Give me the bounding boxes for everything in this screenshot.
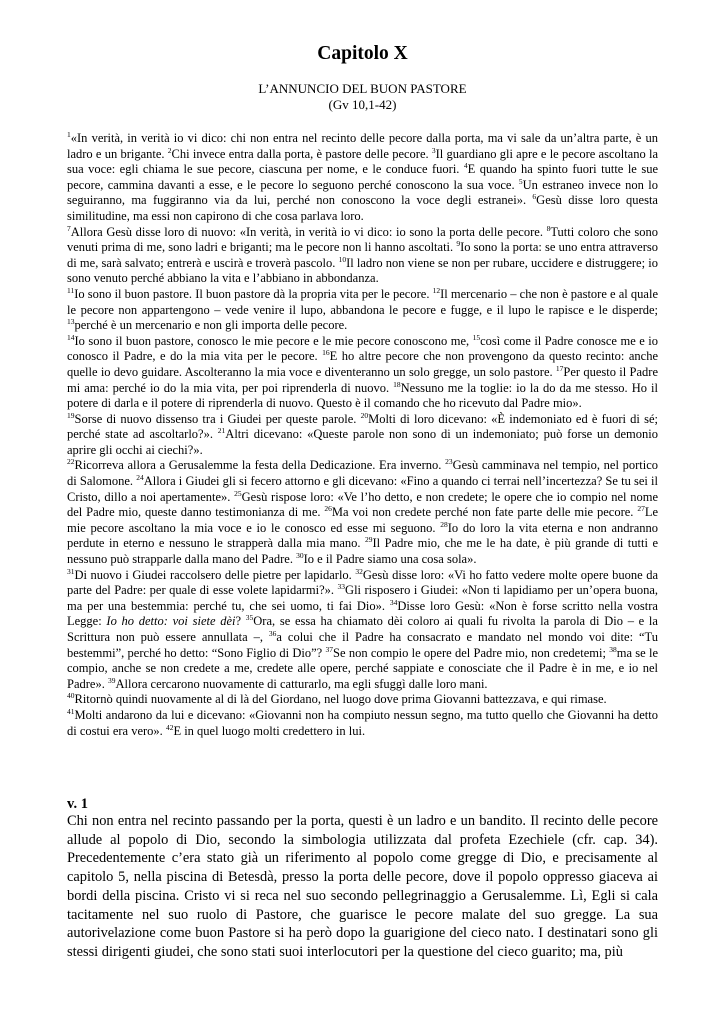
passage-paragraph <box>67 334 658 412</box>
verse-number: 11 <box>67 285 75 295</box>
verse-text: E in quel luogo molti credettero in lui. <box>173 723 366 738</box>
verse-text: Ritornò quindi nuovamente al di là del Giordano, nel luogo dove prima Giovanni battezzava, e qui rimase. <box>74 692 607 707</box>
verse-text: Allora i Giudei gli si fecero attorno e gli dicevano: «Fino a quando ci terrai nell’incertezza? Se tu sei il Cristo, dillo a noi apertamente». <box>67 474 658 504</box>
verse-text: Gesù disse loro: «Vi ho fatto vedere molte opere buone da parte del Padre: per quale di esse volete lapidarmi?». <box>67 567 658 598</box>
verse-number: 38 <box>609 644 617 654</box>
passage-paragraph <box>67 458 658 567</box>
verse-number: 39 <box>107 675 116 685</box>
verse-number: 24 <box>136 473 144 483</box>
verse-number: 2 <box>167 145 172 155</box>
verse-text: Di nuovo i Giudei raccolsero delle pietre per lapidarlo. <box>74 567 356 582</box>
verse-number: 32 <box>355 566 363 576</box>
verse-number: 7 <box>67 223 71 233</box>
verse-number: 21 <box>217 426 226 436</box>
verse-text: Io sono la porta: se uno entra attraverso di me, sarà salvato; entrerà e uscirà e troverà pascolo. <box>67 240 658 270</box>
verse-number: 8 <box>546 223 551 233</box>
verse-text: ma se le compio, anche se non credete a me, credete alle opere, perché sappiate e conosciate che il Padre è in me, e io nel Padre». <box>67 645 658 691</box>
verse-number: 20 <box>360 410 369 420</box>
verse-text: Io sono il buon pastore, conosco le mie pecore e le mie pecore conoscono me, <box>74 333 473 348</box>
verse-text: Allora cercarono nuovamente di catturarlo, ma egli sfuggì dalle loro mani. <box>115 676 488 691</box>
verse-text: Il guardiano gli apre e le pecore ascoltano la sua voce: egli chiama le sue pecore, ciascuna per nome, e le conduce fuori. <box>67 146 658 177</box>
verse-number: 17 <box>555 363 564 373</box>
verse-text-tail: ? <box>235 614 246 629</box>
verse-text: perché è un mercenario e non gli importa delle pecore. <box>74 318 348 333</box>
verse-text: Io e il Padre siamo una cosa sola». <box>303 552 477 567</box>
verse-text: «In verità, in verità io vi dico: chi non entra nel recinto delle pecore dalla porta, ma vi sale da un’altra parte, è un ladro e un brigante. <box>67 131 658 161</box>
verse-number: 12 <box>432 285 441 295</box>
verse-text: Ma voi non credete perché non fate parte delle mie pecore. <box>331 505 638 520</box>
commentary-text: Chi non entra nel recinto passando per la porta, questi è un ladro e un bandito. Il recinto delle pecore allude al popolo di Dio, secondo la simbologia utilizzata dal profeta Ezechiele (cfr. cap. 34). Precedentemente c’era stato già un riferimento al popolo come gregge di Dio, e precisamente al capitolo 5, nella piscina di Betesdà, presso la porta delle pecore, dove il popolo oppresso giaceva ai bordi della piscina. Cristo vi si reca nel suo secondo pellegrinaggio a Gerusalemme. Lì, Egli si cala tacitamente nel suo ruolo di Pastore, che guarisce le pecore malate del suo gregge. La sua autorivelazione come buon Pastore si ha però dopo la guarigione del cieco nato. I destinatari sono gli stessi dirigenti giudei, che sono stati suoi interlocutori per la questione del cieco guarito; ma, più <box>67 813 658 960</box>
verse-text: Chi invece entra dalla porta, è pastore delle pecore. <box>171 146 432 161</box>
verse-text: Un estraneo invece non lo seguiranno, ma fuggiranno via da lui, perché non conoscono la voce degli estranei». <box>67 177 658 208</box>
verse-text: Disse loro Gesù: «Non è forse scritto nella vostra Legge: <box>67 598 658 629</box>
verse-text: a colui che il Padre ha consacrato e mandato nel mondo voi dite: “Tu bestemmi”, perché ho detto: “Sono Figlio di Dio”? <box>67 630 658 660</box>
verse-number: 31 <box>67 566 75 576</box>
verse-number: 1 <box>67 130 71 139</box>
verse-text: Gesù disse loro questa similitudine, ma essi non capirono di che cosa parlava loro. <box>67 193 658 223</box>
passage-paragraph <box>67 287 658 334</box>
verse-number: 42 <box>165 722 174 732</box>
gospel-passage <box>67 131 658 739</box>
verse-number: 23 <box>445 457 453 467</box>
verse-number: 18 <box>393 379 401 389</box>
verse-number: 5 <box>518 176 523 186</box>
verse-number: 6 <box>532 192 537 202</box>
verse-text: Molti di loro dicevano: «È indemoniato ed è fuori di sé; perché state ad ascoltarlo?». <box>67 411 658 442</box>
verse-text: Ricorreva allora a Gerusalemme la festa della Dedicazione. Era inverno. <box>74 458 446 473</box>
verse-number: 16 <box>322 348 330 358</box>
verse-number: 10 <box>338 254 347 264</box>
verse-number: 30 <box>296 551 304 561</box>
verse-number: 22 <box>67 457 75 467</box>
verse-number: 19 <box>67 410 75 420</box>
verse-number: 14 <box>67 332 75 342</box>
verse-text: così come il Padre conosce me e io conosco il Padre, e do la mia vita per le pecore. <box>67 333 658 364</box>
verse-number: 4 <box>463 161 468 171</box>
verse-number: 9 <box>456 239 461 249</box>
verse-number: 33 <box>337 582 346 592</box>
verse-number: 35 <box>245 613 254 623</box>
verse-number: 34 <box>389 597 398 607</box>
verse-text: Allora Gesù disse loro di nuovo: «In verità, in verità io vi dico: io sono la porta delle pecore. <box>70 224 547 239</box>
verse-number: 15 <box>472 332 481 342</box>
verse-text: E quando ha spinto fuori tutte le sue pecore, cammina davanti a esse, e le pecore lo seguono perché conoscono la sua voce. <box>67 162 658 192</box>
verse-number: 28 <box>440 519 448 529</box>
passage-paragraph <box>67 708 658 739</box>
verse-number: 13 <box>67 317 75 327</box>
verse-text: Il Padre mio, che me le ha date, è più grande di tutti e nessuno può strapparle dalla mano del Padre. <box>67 536 658 567</box>
verse-text: Sorse di nuovo dissenso tra i Giudei per queste parole. <box>74 411 361 426</box>
verse-text: Molti andarono da lui e dicevano: «Giovanni non ha compiuto nessun segno, ma tutto quello che Giovanni ha detto di costui era vero». <box>67 707 658 738</box>
verse-text: Il ladro non viene se non per rubare, uccidere e distruggere; io sono venuto perché abbiano la vita e l’abbiano in abbondanza. <box>67 255 658 286</box>
passage-paragraph <box>67 131 658 225</box>
verse-number: 27 <box>637 504 645 514</box>
verse-text: Se non compio le opere del Padre mio, non credetemi; <box>333 645 610 660</box>
passage-paragraph <box>67 225 658 287</box>
verse-number: 3 <box>431 145 436 155</box>
verse-number: 25 <box>234 488 242 498</box>
chapter-title: Capitolo X <box>317 43 408 64</box>
verse-text: Altri dicevano: «Queste parole non sono di un indemoniato; può forse un demonio aprire gli occhi ai ciechi?». <box>67 427 659 457</box>
subtitle-reference: (Gv 10,1-42) <box>328 97 397 112</box>
commentary-heading: v. 1 <box>67 796 88 812</box>
verse-number: 29 <box>365 535 373 545</box>
verse-number: 36 <box>268 629 277 638</box>
verse-text: Gesù rispose loro: «Ve l’ho detto, e non credete; le opere che io compio nel nome del Padre mio, queste danno testimonianza di me. <box>67 489 659 520</box>
verse-number: 40 <box>67 691 75 701</box>
verse-text: E ho altre pecore che non provengono da questo recinto: anche quelle io devo guidare. Ascolteranno la mia voce e diventeranno un solo gregge, un solo pastore. <box>67 349 658 379</box>
verse-number: 26 <box>324 504 332 514</box>
section-subtitle <box>67 81 658 113</box>
verse-text: Gesù camminava nel tempio, nel portico di Salomone. <box>67 458 659 489</box>
passage-paragraph <box>67 692 658 708</box>
verse-text: Per questo il Padre mi ama: perché io do la mia vita, per poi riprenderla di nuovo. <box>67 364 658 395</box>
subtitle-heading: L’ANNUNCIO DEL BUON PASTORE <box>258 81 467 96</box>
verse-quotation: Io ho detto: voi siete dèi <box>106 614 236 629</box>
passage-paragraph <box>67 568 658 693</box>
verse-text: Nessuno me la toglie: io la do da me stesso. Ho il potere di darla e il potere di riprenderla di nuovo. Questo è il comando che ho ricevuto dal Padre mio». <box>67 380 659 411</box>
verse-text: Io sono il buon pastore. Il buon pastore dà la propria vita per le pecore. <box>74 286 433 301</box>
verse-text: Io do loro la vita eterna e non andranno perdute in eterno e nessuno le strapperà dalla mia mano. <box>67 520 658 551</box>
verse-number: 37 <box>325 644 334 654</box>
verse-text: Le mie pecore ascoltano la mia voce e io le conosco ed esse mi seguono. <box>67 505 658 535</box>
verse-text: Tutti coloro che sono venuti prima di me, sono ladri e briganti; ma le pecore non li hanno ascoltati. <box>67 224 658 255</box>
passage-paragraph <box>67 412 658 459</box>
verse-text: Gli risposero i Giudei: «Non ti lapidiamo per un’opera buona, ma per una bestemmia: perché tu, che sei uomo, ti fai Dio». <box>67 583 658 613</box>
verse-number: 41 <box>67 706 75 716</box>
verse-text: Ora, se essa ha chiamato dèi coloro ai quali fu rivolta la parola di Dio – e la Scrittura non può essere annullata –, <box>67 614 658 644</box>
verse-text: Il mercenario – che non è pastore e al quale le pecore non appartengono – vede venire il lupo, abbandona le pecore e fugge, e il lupo le rapisce e le disperde; <box>67 286 659 317</box>
